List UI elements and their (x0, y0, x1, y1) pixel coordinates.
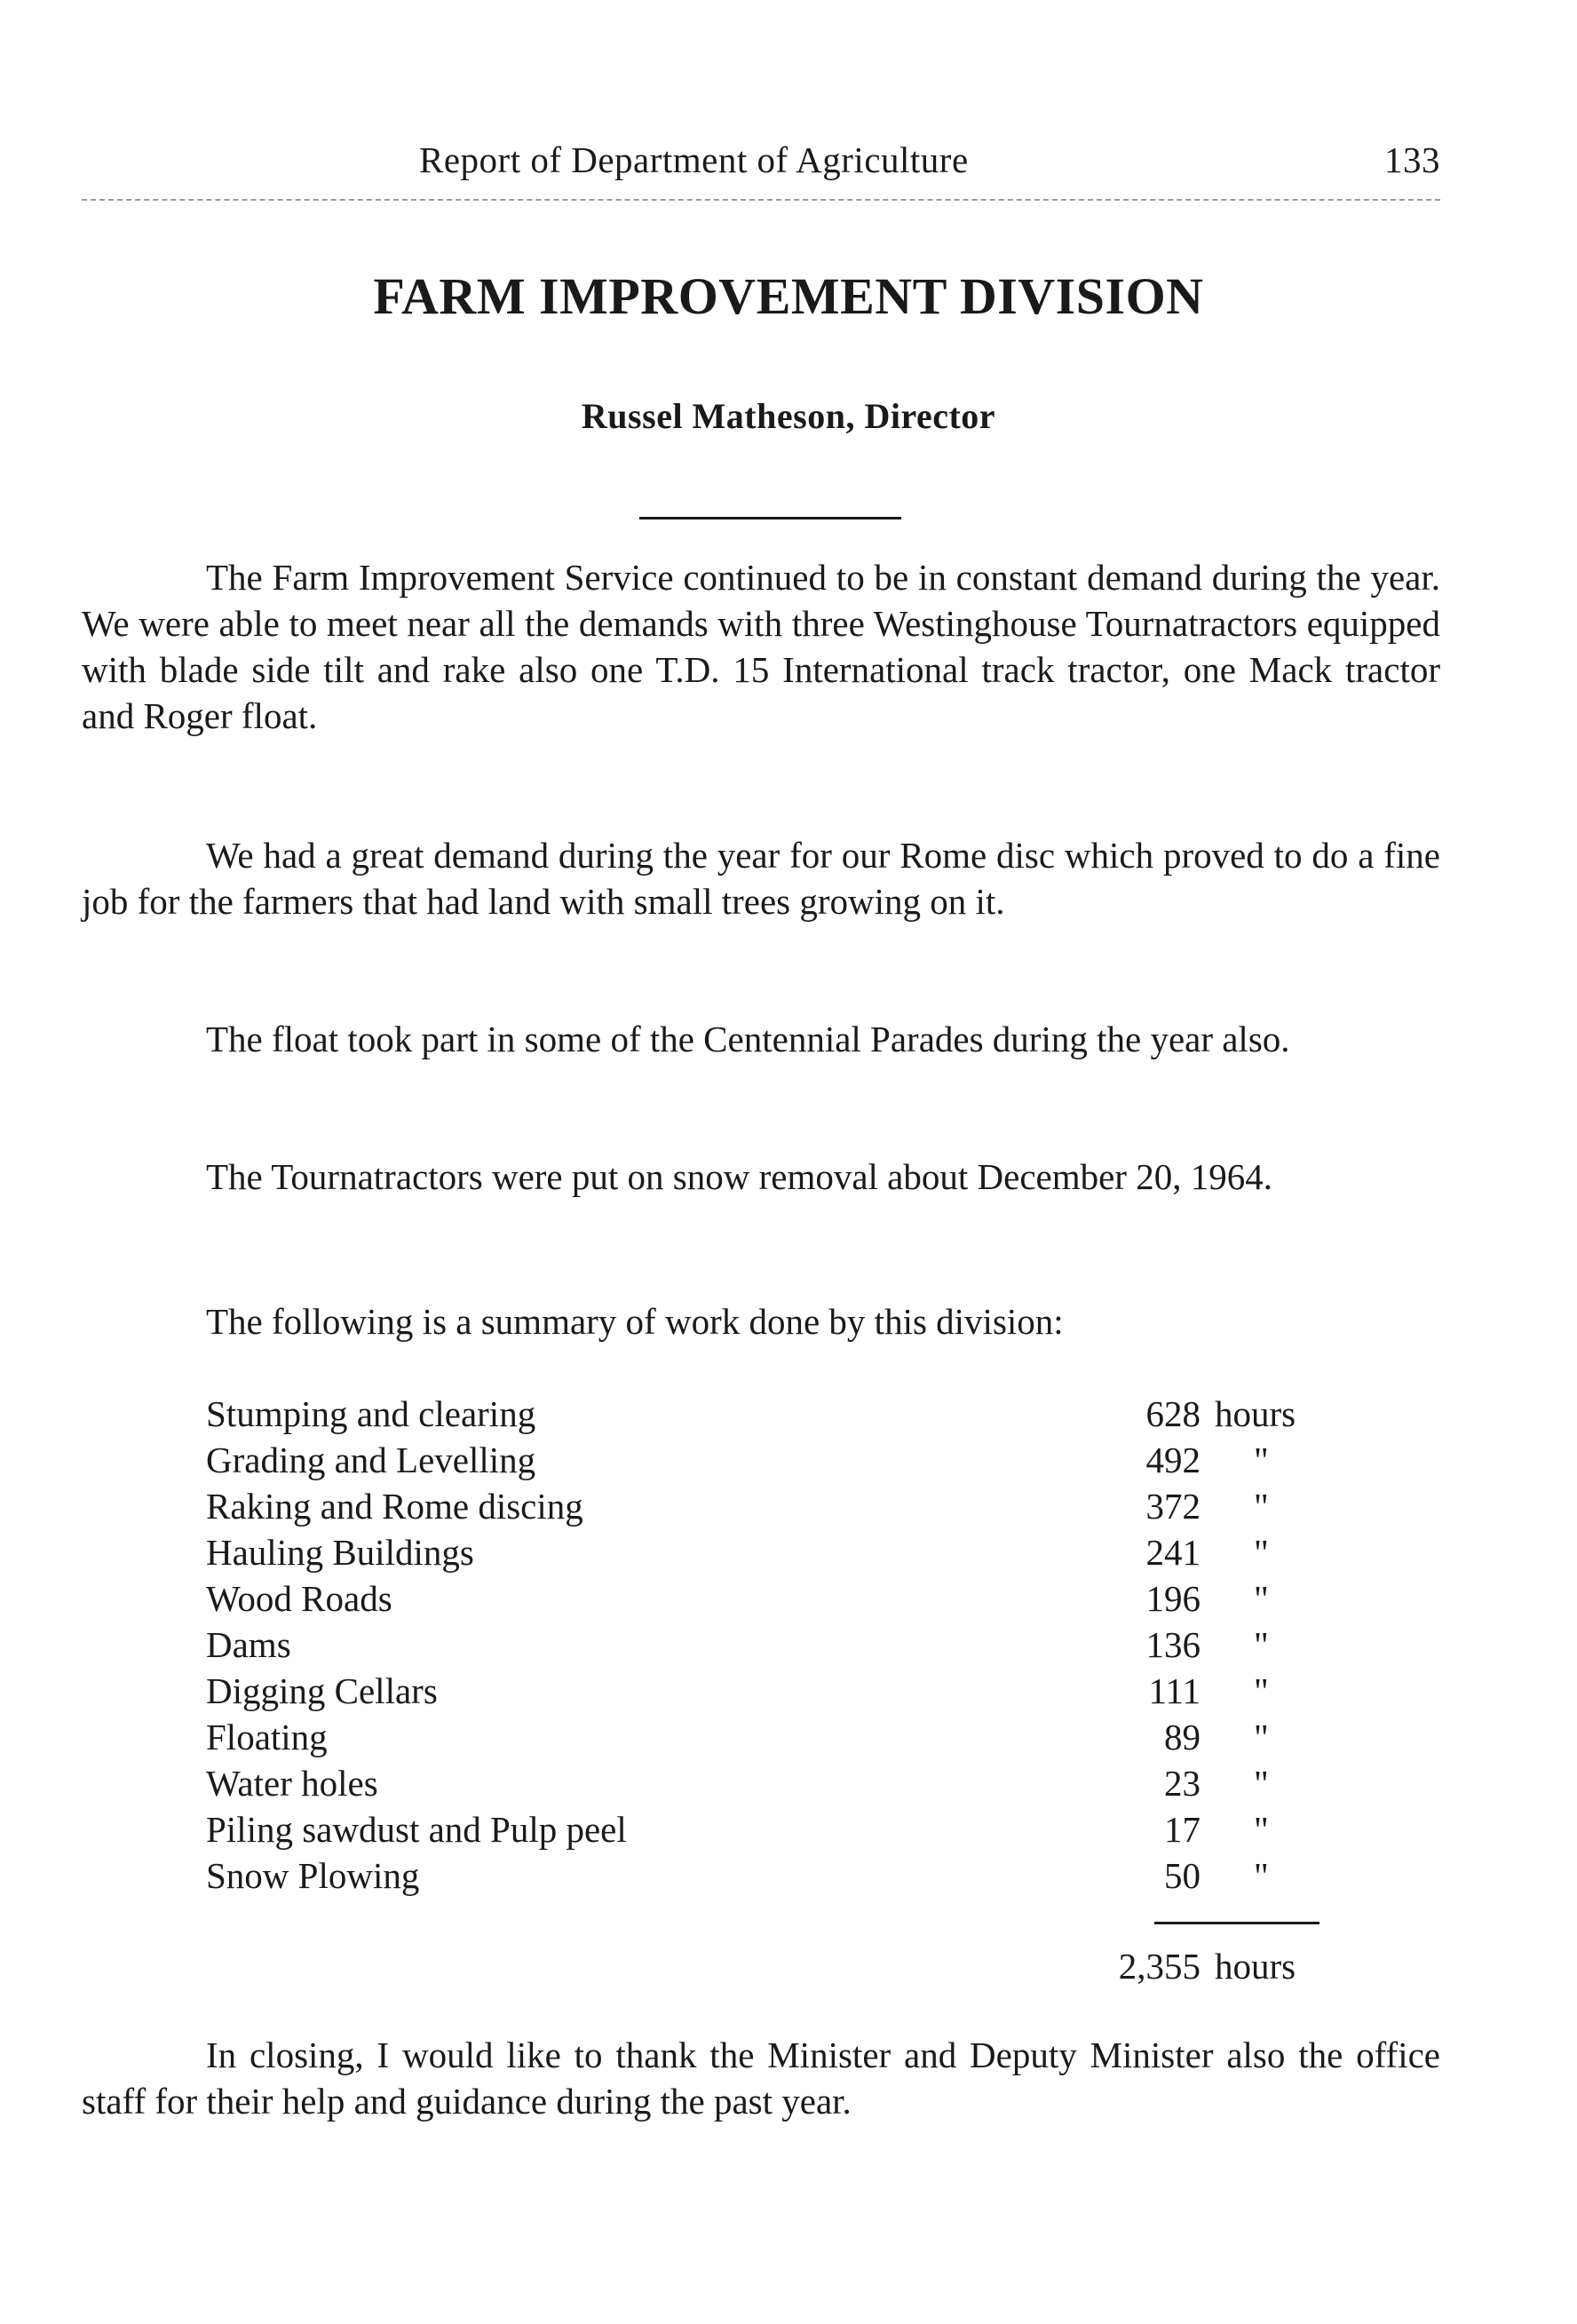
total-hours-unit: hours (1215, 1946, 1296, 1987)
page-number: 133 (1384, 139, 1440, 180)
summary-row-unit: hours (1215, 1393, 1296, 1434)
summary-row-label: Snow Plowing (206, 1855, 420, 1896)
summary-row-label: Floating (206, 1717, 328, 1757)
summary-row-hours: 136 (1145, 1624, 1201, 1665)
summary-row (206, 1622, 1360, 1668)
summary-row-unit: " (1254, 1578, 1269, 1619)
summary-row-label: Water holes (206, 1763, 378, 1804)
summary-row-hours: 89 (1164, 1717, 1201, 1757)
running-head (82, 133, 1440, 186)
summary-row-hours: 372 (1145, 1486, 1201, 1527)
summary-row (206, 1668, 1360, 1714)
paragraph-snow-removal: The Tournatractors were put on snow removal about December 20, 1964. (206, 1156, 1272, 1197)
summary-row-unit: " (1254, 1486, 1269, 1527)
summary-row (206, 1575, 1360, 1622)
title-divider (639, 517, 901, 520)
summary-row (206, 1806, 1360, 1852)
summary-row-hours: 23 (1164, 1763, 1201, 1804)
paragraph-summary-intro: The following is a summary of work done by this division: (206, 1301, 1064, 1342)
work-summary-list (206, 1391, 1360, 1899)
summary-row-unit: " (1254, 1670, 1269, 1711)
summary-row-unit: " (1254, 1532, 1269, 1573)
summary-row-unit: " (1254, 1855, 1269, 1896)
summary-row-hours: 492 (1145, 1440, 1201, 1480)
running-title: Report of Department of Agriculture (419, 139, 969, 180)
summary-total (1066, 1943, 1332, 1989)
page-title: FARM IMPROVEMENT DIVISION (373, 267, 1204, 325)
total-divider (1154, 1922, 1319, 1924)
summary-row-unit: " (1254, 1763, 1269, 1804)
paragraph-service-demand: The Farm Improvement Service continued to be in constant demand during the year. We were able to meet near all the demands with three Westinghouse Tournatractors equipped with blade side tilt and rake also one T.D. 15 International track tractor, one Mack tractor and Roger float. (82, 557, 1440, 736)
summary-row-hours: 111 (1148, 1670, 1201, 1711)
summary-row-hours: 17 (1164, 1809, 1201, 1850)
summary-row-label: Stumping and clearing (206, 1393, 536, 1434)
summary-row-label: Dams (206, 1624, 291, 1665)
summary-row-label: Raking and Rome discing (206, 1486, 583, 1527)
summary-row-hours: 196 (1145, 1578, 1201, 1619)
summary-row-label: Digging Cellars (206, 1670, 438, 1711)
summary-row-hours: 241 (1145, 1532, 1201, 1573)
summary-row (206, 1714, 1360, 1760)
summary-row-unit: " (1254, 1717, 1269, 1757)
summary-row (206, 1760, 1360, 1806)
author-byline: Russel Matheson, Director (581, 396, 996, 436)
summary-row-unit: " (1254, 1624, 1269, 1665)
summary-row (206, 1483, 1360, 1529)
summary-row-label: Hauling Buildings (206, 1532, 474, 1573)
summary-row (206, 1852, 1360, 1899)
summary-row-label: Piling sawdust and Pulp peel (206, 1809, 627, 1850)
total-hours-value: 2,355 (1118, 1946, 1201, 1987)
summary-row-hours: 50 (1164, 1855, 1201, 1896)
summary-row-label: Grading and Levelling (206, 1440, 536, 1480)
summary-row (206, 1391, 1360, 1437)
summary-row-hours: 628 (1145, 1393, 1201, 1434)
summary-row (206, 1437, 1360, 1483)
paragraph-rome-disc: We had a great demand during the year for our Rome disc which proved to do a fine job for the farmers that had land with small trees growing on it. (82, 835, 1440, 922)
header-divider (82, 199, 1440, 201)
paragraph-float-parades: The float took part in some of the Centennial Parades during the year also. (206, 1019, 1290, 1059)
summary-row-label: Wood Roads (206, 1578, 392, 1619)
summary-row-unit: " (1254, 1809, 1269, 1850)
paragraph-closing: In closing, I would like to thank the Minister and Deputy Minister also the office staff for their help and guidance during the past year. (82, 2034, 1440, 2122)
summary-row (206, 1529, 1360, 1575)
summary-row-unit: " (1254, 1440, 1269, 1480)
